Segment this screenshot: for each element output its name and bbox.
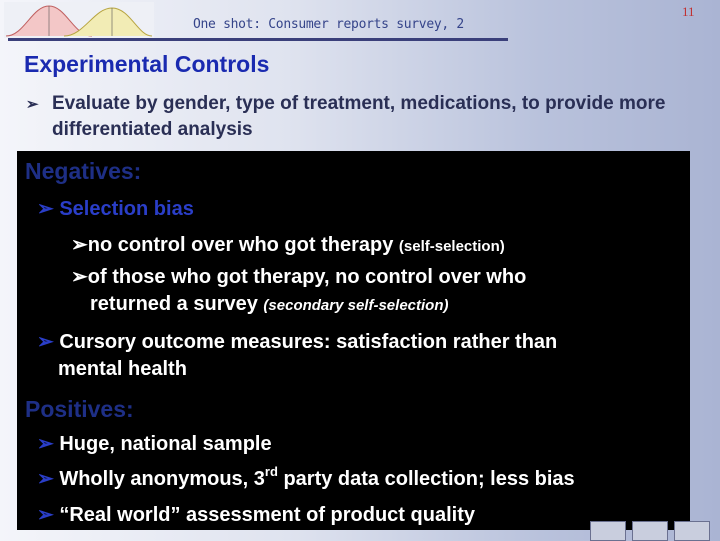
- top-bullet: [26, 91, 686, 143]
- arrow-bullet-icon: ➢: [71, 234, 88, 256]
- section-title: Experimental Controls: [24, 51, 270, 77]
- arrow-bullet-icon: ➢: [37, 504, 54, 526]
- arrow-bullet-icon: ➢: [37, 198, 54, 220]
- bell-curve-logo: [4, 2, 154, 38]
- sub-bullet-text: of those who got therapy, no control over who: [87, 266, 527, 288]
- negatives-heading: Negatives:: [25, 158, 142, 184]
- next-slide-button[interactable]: [674, 521, 710, 541]
- bullet-text: Wholly anonymous, 3: [59, 468, 265, 490]
- previous-slide-button[interactable]: [590, 521, 626, 541]
- list-item-continuation: [90, 293, 448, 316]
- selection-bias-label: Selection bias: [59, 198, 194, 220]
- sub-bullet-text: returned a survey: [90, 293, 264, 315]
- arrow-bullet-icon: ➢: [26, 96, 39, 113]
- header-title: One shot: Consumer reports survey, 2: [193, 17, 464, 32]
- bullet-text: “Real world” assessment of product quality: [59, 504, 475, 526]
- bullet-text: party data collection; less bias: [277, 468, 575, 490]
- bullet-text: mental health: [58, 358, 187, 380]
- list-item: [37, 196, 194, 221]
- list-item: [37, 502, 475, 527]
- arrow-bullet-icon: ➢: [37, 468, 54, 490]
- arrow-bullet-icon: ➢: [37, 331, 54, 353]
- slide-navigation: [590, 521, 710, 540]
- positives-heading: Positives:: [25, 396, 134, 422]
- list-item: [37, 329, 557, 354]
- list-item: [71, 264, 526, 289]
- bullet-text: Cursory outcome measures: satisfaction rather than: [59, 331, 558, 353]
- arrow-bullet-icon: ➢: [71, 266, 88, 288]
- top-bullet-text: Evaluate by gender, type of treatment, medications, to provide more differentiated analysis: [52, 93, 666, 140]
- slide-number: 11: [682, 4, 695, 19]
- list-item-continuation: [58, 358, 187, 381]
- list-item: [37, 431, 272, 456]
- superscript: rd: [264, 464, 278, 479]
- list-item: [37, 466, 575, 491]
- arrow-bullet-icon: ➢: [37, 433, 54, 455]
- sub-bullet-note: (secondary self-selection): [263, 297, 449, 314]
- bullet-text: Huge, national sample: [59, 433, 272, 455]
- home-page-button[interactable]: [632, 521, 668, 541]
- header-divider: [8, 38, 508, 41]
- sub-bullet-text: no control over who got therapy: [87, 234, 399, 256]
- list-item: [71, 232, 505, 257]
- sub-bullet-note: (self-selection): [398, 238, 505, 255]
